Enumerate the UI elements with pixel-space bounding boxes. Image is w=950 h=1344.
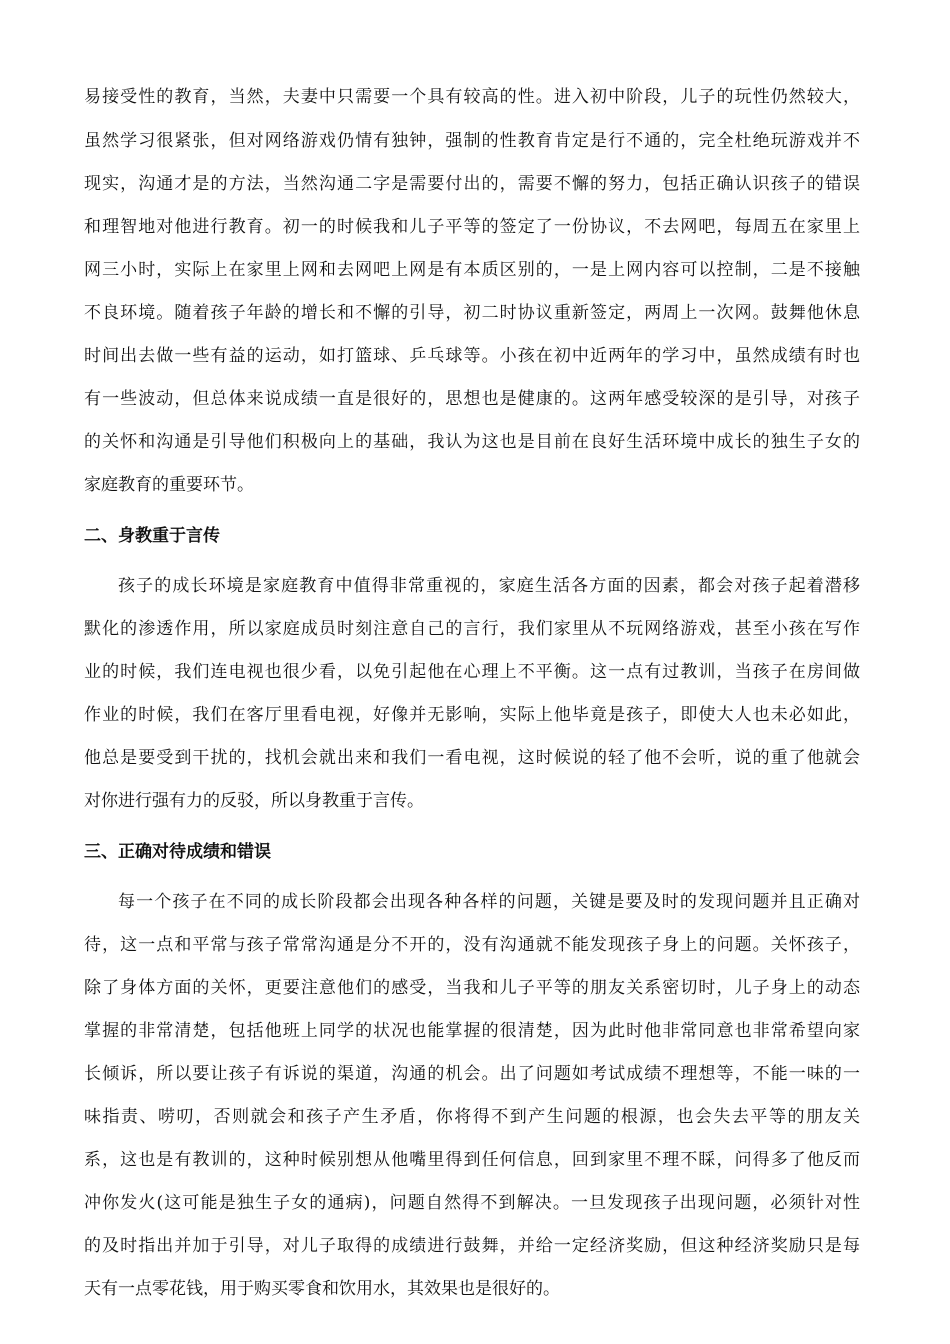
text-line: 网三小时，实际上在家里上网和去网吧上网是有本质区别的，一是上网内容可以控制，二是不接触	[84, 260, 860, 280]
text-line: 孩子的成长环境是家庭教育中值得非常重视的，家庭生活各方面的因素，都会对孩子起着潜移	[118, 576, 860, 596]
text-line: 虽然学习很紧张，但对网络游戏仍情有独钟，强制的性教育肯定是行不通的，完全杜绝玩游戏并不	[84, 131, 860, 151]
text-line: 默化的渗透作用，所以家庭成员时刻注意自己的言行，我们家里从不玩网络游戏，甚至小孩在写作	[84, 619, 860, 639]
section-heading-3: 三、正确对待成绩和错误	[84, 842, 271, 862]
text-line: 味指责、唠叨，否则就会和孩子产生矛盾，你将得不到产生问题的根源，也会失去平等的朋友关	[84, 1107, 860, 1127]
text-line: 对你进行强有力的反驳，所以身教重于言传。	[84, 791, 424, 811]
section-heading-2: 二、身教重于言传	[84, 526, 220, 546]
text-line: 和理智地对他进行教育。初一的时候我和儿子平等的签定了一份协议，不去网吧，每周五在家里上	[84, 217, 860, 237]
text-line: 现实，沟通才是的方法，当然沟通二字是需要付出的，需要不懈的努力，包括正确认识孩子的错误	[84, 174, 860, 194]
text-line: 掌握的非常清楚，包括他班上同学的状况也能掌握的很清楚，因为此时他非常同意也非常希望向家	[84, 1021, 860, 1041]
text-line: 的关怀和沟通是引导他们积极向上的基础，我认为这也是目前在良好生活环境中成长的独生子女的	[84, 432, 860, 452]
text-line: 不良环境。随着孩子年龄的增长和不懈的引导，初二时协议重新签定，两周上一次网。鼓舞他休息	[84, 303, 860, 323]
text-line: 时间出去做一些有益的运动，如打篮球、乒乓球等。小孩在初中近两年的学习中，虽然成绩有时也	[84, 346, 860, 366]
text-line: 易接受性的教育，当然，夫妻中只需要一个具有较高的性。进入初中阶段，儿子的玩性仍然较大，	[84, 87, 860, 107]
text-line: 系，这也是有教训的，这种时候别想从他嘴里得到任何信息，回到家里不理不睬，问得多了他反而	[84, 1150, 860, 1170]
text-line: 天有一点零花钱，用于购买零食和饮用水，其效果也是很好的。	[84, 1279, 560, 1299]
text-line: 有一些波动，但总体来说成绩一直是很好的，思想也是健康的。这两年感受较深的是引导，对孩子	[84, 389, 860, 409]
text-line: 每一个孩子在不同的成长阶段都会出现各种各样的问题，关键是要及时的发现问题并且正确对	[118, 892, 860, 912]
text-line: 业的时候，我们连电视也很少看，以免引起他在心理上不平衡。这一点有过教训，当孩子在房间做	[84, 662, 860, 682]
text-line: 的及时指出并加于引导，对儿子取得的成绩进行鼓舞，并给一定经济奖励，但这种经济奖励只是每	[84, 1236, 860, 1256]
text-line: 待，这一点和平常与孩子常常沟通是分不开的，没有沟通就不能发现孩子身上的问题。关怀孩子，	[84, 935, 860, 955]
text-line: 他总是要受到干扰的，找机会就出来和我们一看电视，这时候说的轻了他不会听，说的重了他就会	[84, 748, 860, 768]
text-line: 长倾诉，所以要让孩子有诉说的渠道，沟通的机会。出了问题如考试成绩不理想等，不能一味的一	[84, 1064, 860, 1084]
text-line: 冲你发火(这可能是独生子女的通病)，问题自然得不到解决。一旦发现孩子出现问题，必须针对性	[84, 1193, 860, 1213]
text-line: 除了身体方面的关怀，更要注意他们的感受，当我和儿子平等的朋友关系密切时，儿子身上的动态	[84, 978, 860, 998]
text-line: 家庭教育的重要环节。	[84, 475, 254, 495]
text-line: 作业的时候，我们在客厅里看电视，好像并无影响，实际上他毕竟是孩子，即使大人也未必如此，	[84, 705, 860, 725]
